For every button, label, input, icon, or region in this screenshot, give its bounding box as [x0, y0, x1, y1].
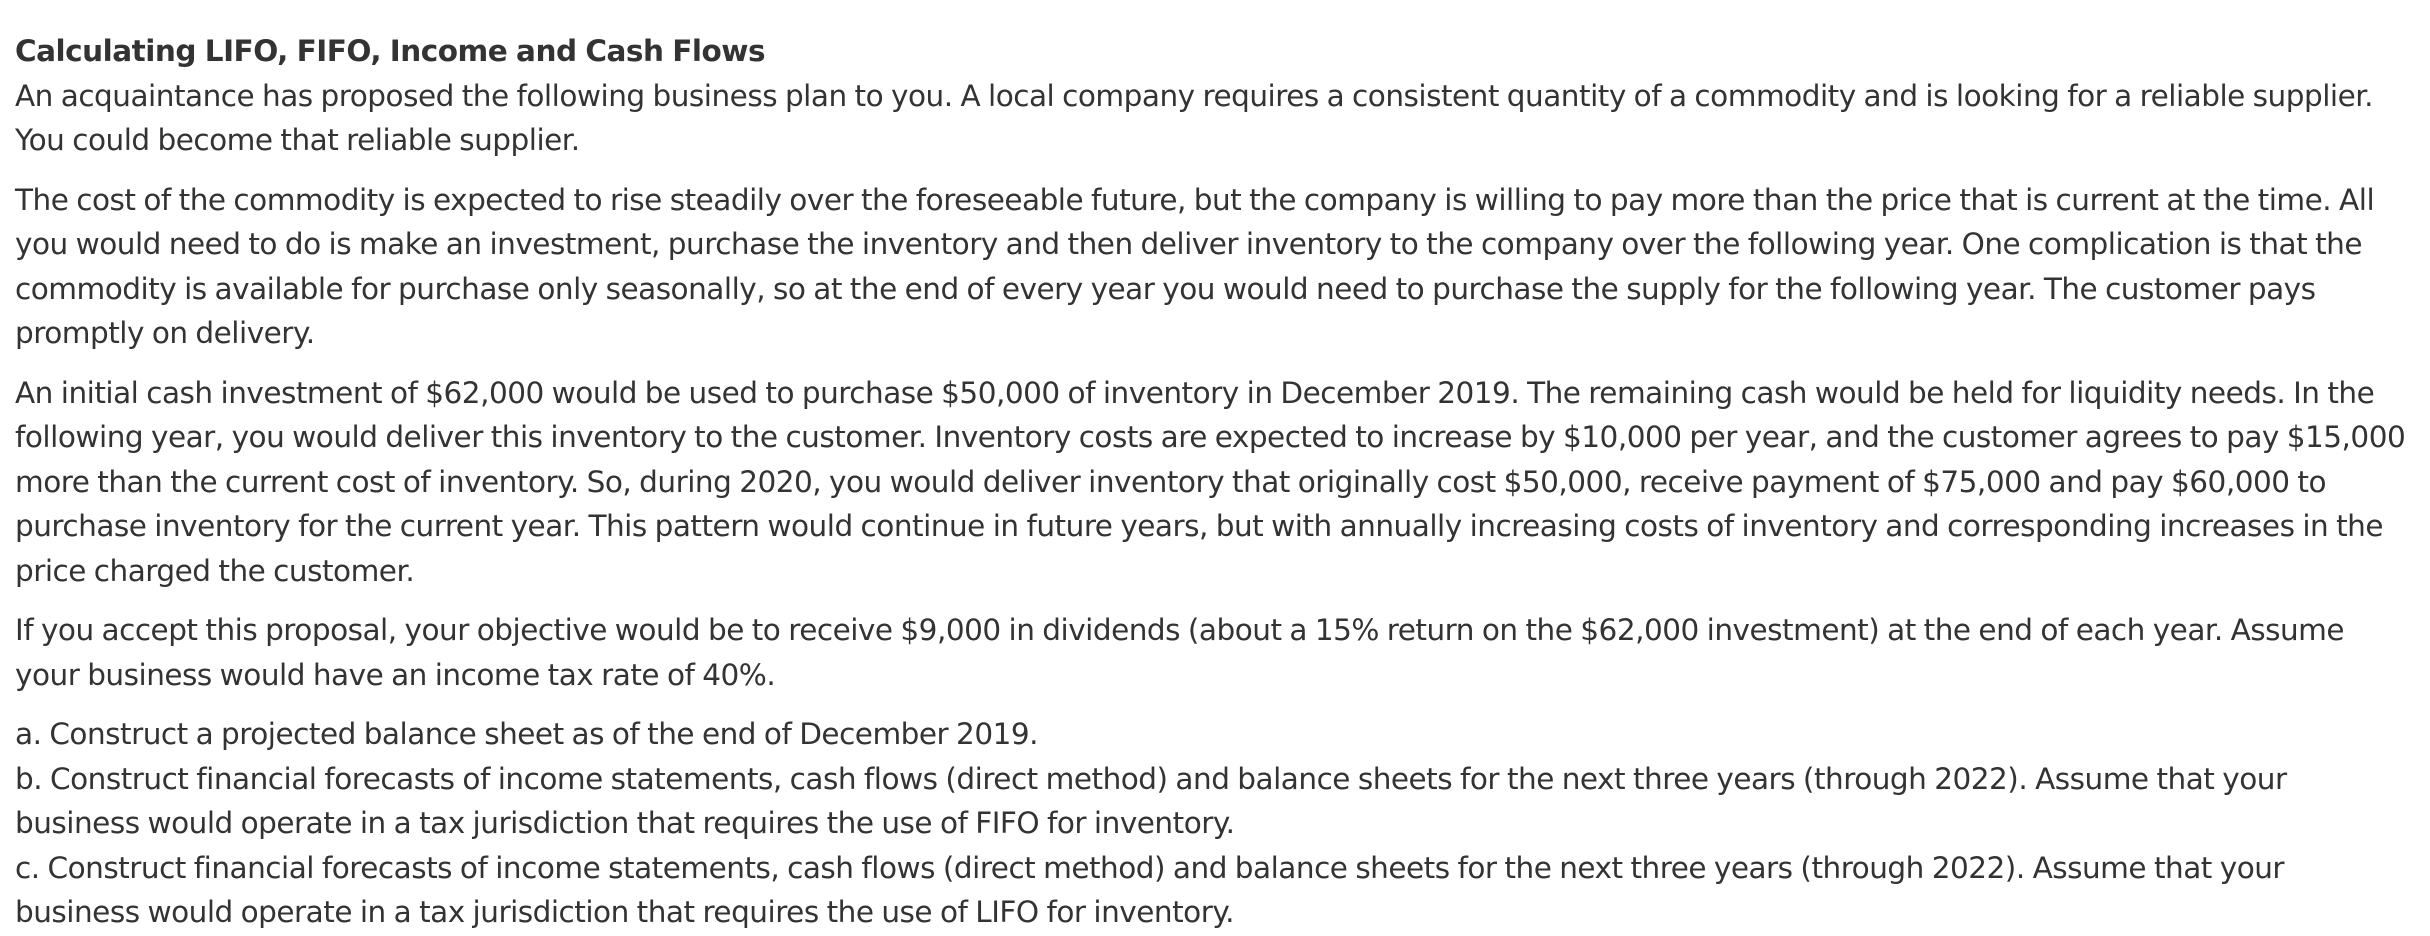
- paragraph-investment: An initial cash investment of $62,000 would be used to purchase $50,000 of inventory in December 2019. The remaining cash would be held for liquidity needs. In the following year, you would deliver this inventory to the customer. Inventory costs are expected to increase by $10,000 per year, and the customer agrees to pay $15,000 more than the current cost of inventory. So, during 2020, you would deliver inventory that originally cost $50,000, receive payment of $75,000 and pay $60,000 to purchase inventory for the current year. This pattern would continue in future years, but with annually increasing costs of inventory and corresponding increases in the price charged the customer.: [15, 375, 2406, 588]
- task-c: c. Construct financial forecasts of income statements, cash flows (direct method) and balance sheets for the next three years (through 2022). Assume that your business would operate in a tax jurisdiction that requires the use of LIFO for inventory.: [15, 850, 2285, 929]
- paragraph-objective: If you accept this proposal, your objective would be to receive $9,000 in dividends (about a 15% return on the $62,000 investment) at the end of each year. Assume your business would have an income tax rate of 40%.: [15, 613, 2345, 692]
- paragraph-intro: An acquaintance has proposed the following business plan to you. A local company requires a consistent quantity of a commodity and is looking for a reliable supplier. You could become that reliable supplier.: [15, 78, 2374, 157]
- task-list: [15, 712, 2415, 935]
- problem-title: Calculating LIFO, FIFO, Income and Cash Flows: [15, 34, 766, 68]
- problem-content: [15, 29, 2415, 935]
- task-a: a. Construct a projected balance sheet as of the end of December 2019.: [15, 717, 1039, 751]
- paragraph-cost: The cost of the commodity is expected to rise steadily over the foreseeable future, but the company is willing to pay more than the price that is current at the time. All you would need to do is make an investment, purchase the inventory and then deliver inventory to the company over the following year. One complication is that the commodity is available for purchase only seasonally, so at the end of every year you would need to purchase the supply for the following year. The customer pays promptly on delivery.: [15, 182, 2375, 350]
- task-b: b. Construct financial forecasts of income statements, cash flows (direct method) and balance sheets for the next three years (through 2022). Assume that your business would operate in a tax jurisdiction that requires the use of FIFO for inventory.: [15, 761, 2287, 840]
